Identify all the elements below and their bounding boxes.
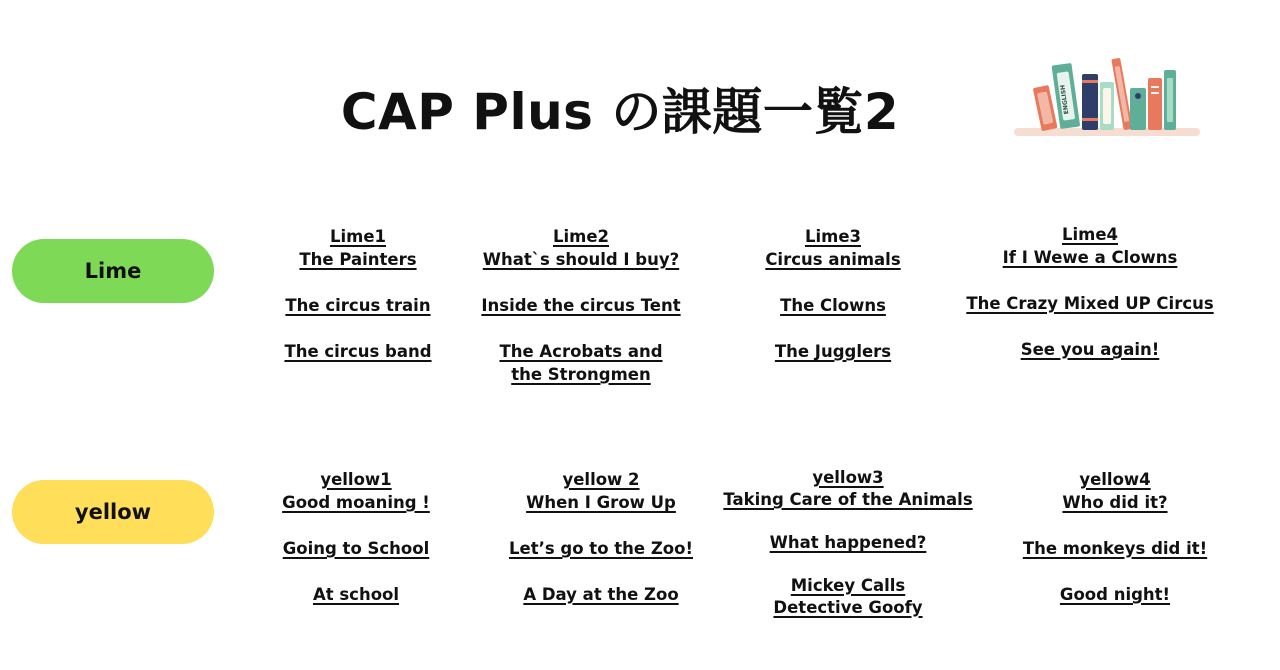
lesson-link[interactable]: The Crazy Mixed UP Circus xyxy=(966,294,1214,313)
lesson-link[interactable]: A Day at the Zoo xyxy=(523,585,679,604)
lesson-link[interactable]: The circus train xyxy=(285,296,431,315)
lesson-link[interactable]: The Acrobats and the Strongmen xyxy=(499,342,663,384)
lesson-link[interactable]: Let’s go to the Zoo! xyxy=(508,539,693,558)
book-spine-text: ENGLISH xyxy=(1059,84,1071,115)
level-label: yellow xyxy=(74,500,152,524)
lesson-link[interactable]: At school xyxy=(312,585,400,604)
lesson-link[interactable]: Who did it? xyxy=(1062,493,1168,512)
lesson-link[interactable]: When I Grow Up xyxy=(526,493,676,512)
lesson-link[interactable]: Mickey Calls Detective Goofy xyxy=(773,576,923,617)
lesson-link[interactable]: Good night! xyxy=(1059,585,1171,604)
lesson-link[interactable]: Circus animals xyxy=(765,250,901,269)
lesson-link[interactable]: What happened? xyxy=(769,533,927,552)
lesson-link[interactable]: What`s should I buy? xyxy=(482,250,680,269)
lesson-link[interactable]: The monkeys did it! xyxy=(1022,539,1208,558)
yellow4-column xyxy=(990,468,1240,606)
page-title: CAP Plus の課題一覧2 xyxy=(340,83,900,141)
lime3-column xyxy=(708,225,958,363)
lesson-heading-link[interactable]: Lime4 xyxy=(1061,225,1119,244)
lesson-heading-link[interactable]: yellow4 xyxy=(1079,470,1151,489)
lesson-link[interactable]: See you again! xyxy=(1020,340,1160,359)
lesson-heading-link[interactable]: Lime3 xyxy=(804,227,862,246)
lesson-link[interactable]: The Jugglers xyxy=(774,342,892,361)
lesson-link[interactable]: The circus band xyxy=(284,342,432,361)
lesson-link[interactable]: Going to School xyxy=(282,539,430,558)
lesson-link[interactable]: If I Wewe a Clowns xyxy=(1002,248,1178,267)
yellow3-column xyxy=(718,467,978,619)
lesson-link[interactable]: Inside the circus Tent xyxy=(481,296,681,315)
lesson-heading-link[interactable]: Lime2 xyxy=(552,227,610,246)
yellow2-column xyxy=(476,468,726,606)
lime2-column xyxy=(456,225,706,386)
lime1-column xyxy=(233,225,483,363)
level-badge-lime xyxy=(12,239,214,303)
lime4-column xyxy=(960,223,1220,361)
bookshelf-illustration xyxy=(1010,52,1202,142)
lesson-link[interactable]: Taking Care of the Animals xyxy=(723,490,973,509)
lesson-heading-link[interactable]: Lime1 xyxy=(329,227,387,246)
lesson-heading-link[interactable]: yellow 2 xyxy=(562,470,640,489)
yellow1-column xyxy=(231,468,481,606)
level-badge-yellow xyxy=(12,480,214,544)
lesson-heading-link[interactable]: yellow3 xyxy=(812,468,884,487)
level-label: Lime xyxy=(84,259,142,283)
lesson-link[interactable]: The Painters xyxy=(299,250,417,269)
lesson-link[interactable]: The Clowns xyxy=(780,296,886,315)
lesson-link[interactable]: Good moaning ! xyxy=(282,493,430,512)
lesson-heading-link[interactable]: yellow1 xyxy=(320,470,392,489)
